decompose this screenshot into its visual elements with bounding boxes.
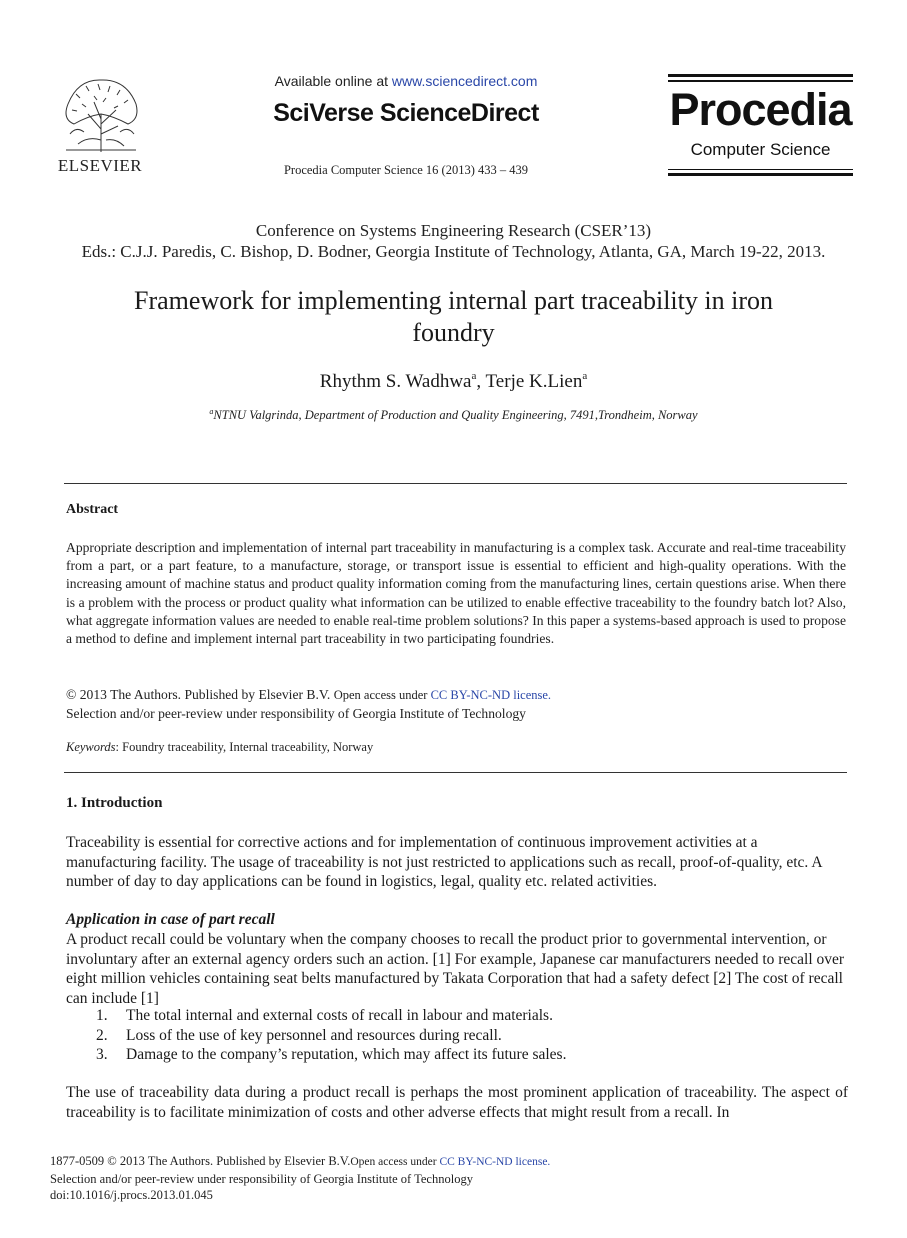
author-affil-mark: a [471,370,477,382]
footer-peer-review: Selection and/or peer-review under responsibility of Georgia Institute of Technology [50,1171,473,1186]
list-item-text: Damage to the company’s reputation, which may affect its future sales. [126,1046,567,1063]
affiliation-text: NTNU Valgrinda, Department of Production and Quality Engineering, 7491,Trondheim, Norway [213,408,698,422]
paper-title: Framework for implementing internal part traceability in iron foundry [134,286,773,347]
procedia-logo [668,74,853,176]
list-item-text: Loss of the use of key personnel and resources during recall. [126,1026,502,1044]
peer-review-text: Selection and/or peer-review under responsibility of Georgia Institute of Technology [66,705,526,721]
keywords-line [66,740,846,755]
copyright-block [66,686,846,723]
journal-reference: Procedia Computer Science 16 (2013) 433 – 439 [283,163,529,177]
platform-name: SciVerse ScienceDirect [273,99,539,127]
abstract-heading: Abstract [66,502,119,517]
procedia-logo-sub: Computer Science [690,140,831,159]
author-list [0,370,907,393]
list-item [66,1026,848,1046]
divider [64,772,847,773]
keywords-text: : Foundry traceability, Internal traceability, Norway [115,740,374,754]
intro-paragraph-3: The use of traceability data during a product recall is perhaps the most prominent application of traceability. The aspect of traceability is to facilitate minimization of costs and other adverse effects that might result from a recall. In [66,1084,848,1121]
list-item-text: The total internal and external costs of recall in labour and materials. [126,1007,553,1024]
divider [64,483,847,484]
list-item [66,1045,848,1065]
list-item-number: 2. [96,1026,108,1044]
list-item-number: 3. [96,1046,108,1063]
elsevier-wordmark: ELSEVIER [57,156,143,175]
keywords-label: Keywords [66,740,116,754]
conference-editors: Eds.: C.J.J. Paredis, C. Bishop, D. Bodner, Georgia Institute of Technology, Atlanta, GA, March 19-22, 2013. [81,242,826,261]
footer-license-link[interactable]: CC BY-NC-ND license. [439,1156,551,1168]
author-name: Rhythm S. Wadhwa [319,371,472,392]
sciencedirect-link[interactable]: www.sciencedirect.com [391,73,538,89]
list-item-number: 1. [96,1007,108,1024]
available-prefix: Available online at [274,73,392,89]
page-footer [50,1153,850,1204]
author-affil-mark: a [582,370,588,382]
list-item [66,1006,848,1026]
open-access-text: Open access under [333,688,431,702]
abstract-text: Appropriate description and implementation of internal part traceability in manufacturing is a complex task. Accurate and real-time traceability from a part, or a part feature, to a manufacture, storage, or transport issue is essential to efficient and high-quality operations. With the increasing amount of machine status and product quality information coming from the manufacturing lines, certain questions arise. When there is a problem with the process or product quality what information can be utilized to enable effective traceability to the foundry batch lot? Also, what aggregate information values are needed to enable real-time problem solutions? In this paper a systems-based approach is used to propose a method to define and implement internal part traceability in two participating foundries. [66,540,846,647]
license-link[interactable]: CC BY-NC-ND license. [430,688,552,702]
author-name: Terje K.Lien [485,371,583,392]
author-separator: , [476,371,486,392]
subsection-heading: Application in case of part recall [66,911,275,928]
footer-copyright: 1877-0509 © 2013 The Authors. Published by Elsevier B.V. [50,1154,351,1168]
intro-paragraph-2: A product recall could be voluntary when the company chooses to recall the product prior to governmental intervention, or involuntary after an external agency orders such an action. [1] For example, Japanese car manufacturers needed to recall over eight million vehicles containing seat belts manufactured by Takata Corporation that had a safety defect [2] The cost of recall can include [1] [66,931,845,1007]
copyright-text: © 2013 The Authors. Published by Elsevier B.V. [66,687,334,702]
affiliation-mark: a [209,407,214,416]
intro-paragraph-1: Traceability is essential for corrective actions and for implementation of continuous improvement activities at a manufacturing facility. The usage of traceability is not just restricted to applications such as recall, proof-of-quality, etc. A number of day to day applications can be found in logistics, legal, quality etc. related activities. [66,834,822,890]
affiliation [0,407,907,423]
procedia-logo-name: Procedia [669,84,852,135]
section-heading-introduction: 1. Introduction [66,795,163,811]
conference-name: Conference on Systems Engineering Research (CSER’13) [255,221,652,240]
recall-cost-list [66,1006,848,1065]
footer-doi: doi:10.1016/j.procs.2013.01.045 [50,1188,213,1202]
footer-open-access: Open access under [350,1156,440,1168]
